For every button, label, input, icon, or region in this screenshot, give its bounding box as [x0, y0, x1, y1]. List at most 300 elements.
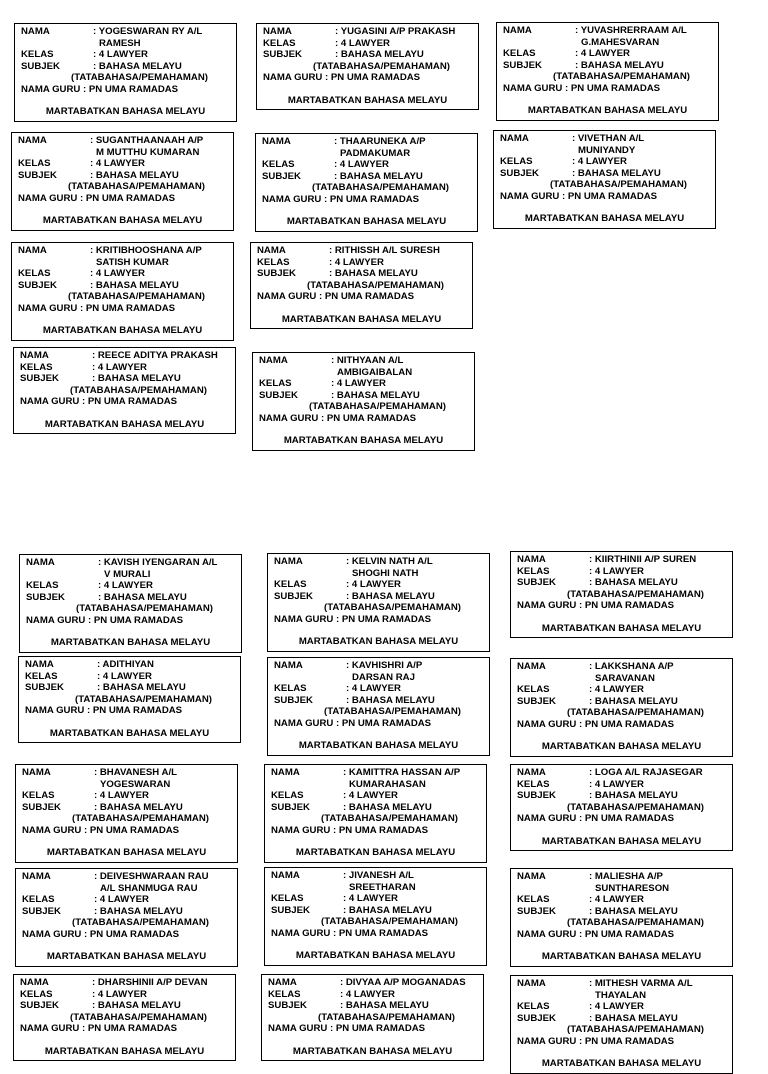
kelas-row-text: 4 LAWYER [97, 361, 147, 373]
kelas-row [517, 566, 726, 578]
nama-row [517, 978, 726, 990]
nama-row-key: NAMA [25, 659, 54, 670]
subjek-row-text: BAHASA MELAYU [97, 1000, 181, 1011]
footer-slogan: MARTABATKAN BAHASA MELAYU [295, 847, 456, 858]
footer-slogan: MARTABATKAN BAHASA MELAYU [283, 435, 444, 446]
subjek-row-value [335, 49, 472, 61]
nama-row-text: YUVASHRERRAAM A/L [580, 25, 687, 36]
subjek-detail: (TATABAHASA/PEMAHAMAN) [72, 917, 209, 928]
footer-slogan: MARTABATKAN BAHASA MELAYU [287, 94, 448, 106]
subjek-detail: (TATABAHASA/PEMAHAMAN) [309, 401, 446, 412]
subjek-row-text: BAHASA MELAYU [594, 790, 678, 801]
kelas-row-key: KELAS [259, 378, 292, 389]
subjek-detail: (TATABAHASA/PEMAHAMAN) [567, 1024, 704, 1035]
kelas-row-colon: : [92, 988, 96, 1000]
kelas-row-value [331, 378, 468, 390]
footer-slogan: MARTABATKAN BAHASA MELAYU [292, 1045, 453, 1057]
subjek-detail: (TATABAHASA/PEMAHAMAN) [550, 179, 687, 190]
guru-row [517, 719, 726, 731]
subjek-row-colon: : [90, 279, 94, 291]
guru-key: NAMA GURU [21, 83, 81, 95]
guru-row [20, 1023, 229, 1035]
kelas-row-text: 4 LAWYER [336, 378, 386, 389]
subjek-row-colon: : [92, 1000, 96, 1011]
guru-name: PN UMA RAMADAS [329, 193, 420, 205]
subjek-row-key: SUBJEK [25, 682, 64, 693]
subjek-row-value [575, 60, 712, 72]
subjek-row-key: SUBJEK [259, 389, 298, 401]
nama-row-key: NAMA [274, 556, 303, 567]
nama-continued: RAMESH [99, 37, 141, 49]
nama-row-key: NAMA [263, 26, 292, 37]
kelas-row-value [346, 683, 483, 695]
footer-slogan: MARTABATKAN BAHASA MELAYU [42, 325, 203, 336]
footer-slogan: MARTABATKAN BAHASA MELAYU [281, 313, 442, 325]
kelas-row-colon: : [94, 894, 98, 905]
nama-continued: G.MAHESVARAN [581, 36, 660, 48]
name-label-card [510, 764, 733, 851]
nama-row-key: NAMA [517, 871, 546, 882]
footer-slogan: MARTABATKAN BAHASA MELAYU [42, 215, 203, 226]
subjek-row-key: SUBJEK [26, 591, 65, 603]
nama-row-value [98, 557, 235, 569]
guru-colon: : [336, 717, 340, 729]
subjek-row-key: SUBJEK [20, 1000, 59, 1011]
subjek-row-text: BAHASA MELAYU [99, 801, 183, 813]
nama-row-value [331, 355, 468, 367]
kelas-row-value [575, 48, 712, 60]
footer-slogan: MARTABATKAN BAHASA MELAYU [524, 213, 685, 224]
footer-slogan: MARTABATKAN BAHASA MELAYU [49, 727, 210, 739]
nama-row-text: SUGANTHAANAAH A/P [95, 135, 204, 146]
kelas-row-colon: : [90, 268, 94, 279]
nama-continued: SHOGHI NATH [352, 567, 419, 579]
nama-row-colon: : [329, 245, 333, 256]
guru-key: NAMA GURU [20, 396, 80, 407]
nama-continued: MUNIYANDY [578, 144, 636, 156]
guru-colon: : [84, 824, 88, 836]
nama-row [274, 660, 483, 672]
subjek-row-key: SUBJEK [20, 373, 59, 384]
subjek-detail: (TATABAHASA/PEMAHAMAN) [75, 693, 212, 705]
kelas-row-key: KELAS [517, 684, 550, 695]
subjek-row [18, 170, 227, 182]
guru-row [25, 705, 234, 717]
nama-row-text: LAKKSHANA A/P [594, 661, 674, 672]
nama-row-colon: : [92, 977, 96, 988]
nama-row-value [334, 136, 471, 148]
kelas-row [22, 894, 231, 906]
footer-slogan: MARTABATKAN BAHASA MELAYU [541, 835, 702, 847]
kelas-row-text: 4 LAWYER [99, 790, 149, 801]
kelas-row-key: KELAS [18, 158, 51, 169]
nama-row [18, 135, 227, 147]
kelas-row [18, 158, 227, 170]
guru-colon: : [319, 291, 323, 302]
subjek-row [20, 1000, 229, 1012]
kelas-row-colon: : [572, 156, 576, 167]
name-label-card [510, 658, 733, 757]
subjek-row [262, 171, 471, 183]
nama-continued: AMBIGAIBALAN [337, 366, 413, 378]
subjek-row-key: SUBJEK [517, 905, 556, 917]
guru-name: PN UMA RAMADAS [335, 1023, 426, 1034]
kelas-row-key: KELAS [517, 778, 550, 790]
kelas-row-value [589, 894, 726, 906]
subjek-detail: (TATABAHASA/PEMAHAMAN) [313, 60, 450, 72]
nama-row-colon: : [90, 135, 94, 146]
nama-row-key: NAMA [18, 245, 47, 256]
kelas-row [22, 790, 231, 802]
kelas-row-value [93, 49, 230, 61]
footer-slogan: MARTABATKAN BAHASA MELAYU [45, 106, 206, 117]
guru-key: NAMA GURU [22, 928, 82, 940]
kelas-row-colon: : [94, 790, 98, 801]
guru-key: NAMA GURU [259, 412, 319, 424]
kelas-row [500, 156, 709, 168]
name-label-card [14, 23, 237, 122]
kelas-row-text: 4 LAWYER [594, 565, 644, 577]
subjek-row-value [90, 170, 227, 182]
kelas-row-colon: : [93, 49, 97, 60]
guru-name: PN UMA RAMADAS [326, 412, 417, 424]
guru-name: PN UMA RAMADAS [584, 1035, 675, 1047]
subjek-detail: (TATABAHASA/PEMAHAMAN) [567, 917, 704, 928]
guru-colon: : [336, 613, 340, 625]
kelas-row-value [589, 566, 726, 578]
guru-colon: : [321, 412, 325, 424]
nama-row [268, 977, 477, 989]
subjek-row-key: SUBJEK [500, 167, 539, 179]
guru-colon: : [80, 302, 84, 314]
subjek-row-colon: : [92, 373, 96, 384]
nama-row-key: NAMA [26, 557, 55, 568]
guru-row [18, 193, 227, 205]
subjek-row [517, 577, 726, 589]
guru-key: NAMA GURU [517, 813, 577, 824]
kelas-row-key: KELAS [500, 156, 533, 167]
nama-row-key: NAMA [271, 767, 300, 778]
nama-row-key: NAMA [271, 870, 300, 881]
subjek-detail: (TATABAHASA/PEMAHAMAN) [567, 588, 704, 600]
kelas-row [25, 671, 234, 683]
subjek-row-value [340, 1000, 477, 1012]
guru-name: PN UMA RAMADAS [92, 705, 183, 716]
kelas-row-text: 4 LAWYER [95, 158, 145, 169]
subjek-row [259, 390, 468, 402]
subjek-row-key: SUBJEK [517, 695, 556, 707]
subjek-row-colon: : [94, 801, 98, 813]
guru-colon: : [87, 705, 91, 716]
name-label-card [15, 868, 238, 967]
kelas-row-key: KELAS [271, 893, 304, 904]
footer-slogan: MARTABATKAN BAHASA MELAYU [295, 950, 456, 961]
subjek-row [25, 682, 234, 694]
nama-continued: SATISH KUMAR [96, 256, 169, 268]
subjek-row-text: BAHASA MELAYU [594, 905, 678, 917]
kelas-row-key: KELAS [262, 159, 295, 170]
kelas-row-text: 4 LAWYER [348, 893, 398, 904]
kelas-row-colon: : [589, 778, 593, 790]
subjek-row-colon: : [589, 790, 593, 801]
kelas-row-value [97, 671, 234, 683]
nama-row-key: NAMA [20, 350, 49, 361]
subjek-row-value [94, 906, 231, 918]
subjek-row [274, 591, 483, 603]
guru-name: PN UMA RAMADAS [85, 302, 176, 314]
guru-name: PN UMA RAMADAS [567, 190, 658, 202]
subjek-row-colon: : [346, 694, 350, 706]
guru-key: NAMA GURU [271, 824, 331, 836]
subjek-row-value [343, 802, 480, 814]
name-label-card [510, 551, 733, 638]
nama-row-colon: : [343, 870, 347, 881]
nama-row [18, 245, 227, 257]
kelas-row-value [90, 268, 227, 280]
guru-name: PN UMA RAMADAS [88, 83, 179, 95]
subjek-row-key: SUBJEK [263, 49, 302, 60]
guru-colon: : [330, 1023, 334, 1034]
nama-row-colon: : [343, 767, 347, 778]
guru-name: PN UMA RAMADAS [584, 813, 675, 824]
subjek-row-key: SUBJEK [22, 801, 61, 813]
nama-row-colon: : [589, 554, 593, 565]
nama-row-colon: : [346, 660, 350, 671]
nama-continued: YOGESWARAN [100, 778, 171, 790]
name-label-card [11, 132, 234, 231]
nama-row-key: NAMA [21, 26, 50, 37]
footer-slogan: MARTABATKAN BAHASA MELAYU [46, 951, 207, 962]
nama-row-text: REECE ADITYA PRAKASH [97, 350, 218, 361]
nama-row-text: KELVIN NATH A/L [351, 556, 433, 567]
subjek-row-key: SUBJEK [22, 905, 61, 917]
kelas-row [21, 49, 230, 61]
footer-slogan: MARTABATKAN BAHASA MELAYU [286, 216, 447, 227]
guru-key: NAMA GURU [26, 614, 86, 626]
nama-row-text: THAARUNEKA A/P [339, 136, 426, 147]
kelas-row-value [589, 1001, 726, 1013]
guru-name: PN UMA RAMADAS [330, 72, 421, 83]
nama-row-text: KAMITTRA HASSAN A/P [348, 767, 461, 778]
subjek-row-text: BAHASA MELAYU [577, 167, 661, 179]
kelas-row-key: KELAS [517, 1001, 550, 1012]
nama-row-value [340, 977, 477, 989]
nama-row-key: NAMA [20, 977, 49, 988]
kelas-row-text: 4 LAWYER [334, 256, 384, 268]
guru-key: NAMA GURU [25, 705, 85, 716]
kelas-row-text: 4 LAWYER [351, 579, 401, 590]
name-label-card [19, 554, 242, 653]
guru-row [271, 825, 480, 837]
nama-row-value [329, 245, 466, 257]
kelas-row [262, 159, 471, 171]
kelas-row-key: KELAS [274, 683, 307, 694]
nama-row-colon: : [572, 133, 576, 144]
name-label-card [255, 133, 478, 232]
nama-row [20, 977, 229, 989]
subjek-row-colon: : [98, 591, 102, 603]
nama-row-key: NAMA [18, 135, 47, 146]
guru-name: PN UMA RAMADAS [93, 614, 184, 626]
nama-row [262, 136, 471, 148]
guru-name: PN UMA RAMADAS [324, 291, 415, 302]
nama-continued: PADMAKUMAR [340, 147, 411, 159]
subjek-row-colon: : [329, 268, 333, 279]
nama-row-colon: : [335, 26, 339, 37]
kelas-row-key: KELAS [271, 790, 304, 801]
name-label-card [261, 974, 484, 1061]
kelas-row [268, 989, 477, 1001]
subjek-row-colon: : [94, 905, 98, 917]
kelas-row [263, 38, 472, 50]
nama-continued: THAYALAN [595, 989, 646, 1001]
nama-row-value [589, 767, 726, 779]
subjek-row-text: BAHASA MELAYU [97, 373, 181, 384]
subjek-row-value [98, 592, 235, 604]
subjek-row-key: SUBJEK [517, 1012, 556, 1024]
subjek-row-text: BAHASA MELAYU [103, 591, 187, 603]
subjek-row [500, 168, 709, 180]
guru-colon: : [82, 1023, 86, 1034]
subjek-row-colon: : [343, 904, 347, 916]
guru-key: NAMA GURU [517, 718, 577, 730]
subjek-row-text: BAHASA MELAYU [351, 590, 435, 602]
kelas-row-value [572, 156, 709, 168]
subjek-row-value [346, 695, 483, 707]
nama-row-key: NAMA [517, 554, 546, 565]
kelas-row-key: KELAS [22, 894, 55, 905]
subjek-row-key: SUBJEK [503, 59, 542, 71]
nama-continued: V MURALI [104, 568, 151, 580]
guru-name: PN UMA RAMADAS [584, 600, 675, 611]
kelas-row-key: KELAS [268, 988, 301, 1000]
nama-row [257, 245, 466, 257]
name-label-card [510, 975, 733, 1074]
nama-row-value [346, 660, 483, 672]
footer-slogan: MARTABATKAN BAHASA MELAYU [44, 1045, 205, 1057]
nama-continued: M MUTTHU KUMARAN [96, 146, 200, 158]
nama-row [25, 659, 234, 671]
subjek-row-value [343, 905, 480, 917]
nama-row [26, 557, 235, 569]
subjek-row-value [331, 390, 468, 402]
subjek-row-colon: : [331, 389, 335, 401]
subjek-row-text: BAHASA MELAYU [594, 695, 678, 707]
subjek-row [257, 268, 466, 280]
nama-row-colon: : [589, 767, 593, 778]
nama-row-text: KAVHISHRI A/P [351, 660, 423, 671]
nama-row-text: BHAVANESH A/L [99, 767, 177, 778]
nama-row-value [589, 661, 726, 673]
kelas-row-value [589, 684, 726, 696]
kelas-row [274, 579, 483, 591]
kelas-row-key: KELAS [26, 580, 59, 591]
subjek-row-colon: : [572, 167, 576, 179]
guru-key: NAMA GURU [274, 717, 334, 729]
kelas-row-colon: : [575, 48, 579, 59]
guru-row [21, 84, 230, 96]
nama-row-text: YUGASINI A/P PRAKASH [340, 26, 456, 37]
nama-row-text: VIVETHAN A/L [577, 133, 645, 144]
subjek-row [21, 61, 230, 73]
nama-row-colon: : [589, 871, 593, 882]
guru-row [500, 191, 709, 203]
nama-row-key: NAMA [262, 136, 291, 147]
subjek-detail: (TATABAHASA/PEMAHAMAN) [312, 182, 449, 193]
nama-row-key: NAMA [268, 977, 297, 988]
guru-row [517, 929, 726, 941]
nama-row-colon: : [92, 350, 96, 361]
nama-row [517, 871, 726, 883]
kelas-row-colon: : [346, 579, 350, 590]
nama-row-colon: : [93, 26, 97, 37]
kelas-row-colon: : [340, 988, 344, 1000]
guru-row [26, 615, 235, 627]
subjek-row-text: BAHASA MELAYU [99, 905, 183, 917]
subjek-row-text: BAHASA MELAYU [339, 170, 423, 182]
subjek-detail: (TATABAHASA/PEMAHAMAN) [553, 71, 690, 82]
guru-colon: : [82, 396, 86, 407]
footer-slogan: MARTABATKAN BAHASA MELAYU [50, 637, 211, 648]
nama-row-value [589, 978, 726, 990]
nama-row-value [94, 871, 231, 883]
guru-name: PN UMA RAMADAS [584, 718, 675, 730]
kelas-row [26, 580, 235, 592]
subjek-row-value [94, 802, 231, 814]
nama-row-text: DEIVESHWARAAN RAU [99, 871, 209, 882]
guru-name: PN UMA RAMADAS [338, 824, 429, 836]
subjek-row-colon: : [575, 59, 579, 71]
nama-row-text: MITHESH VARMA A/L [594, 978, 693, 989]
nama-row-value [343, 767, 480, 779]
guru-key: NAMA GURU [517, 928, 577, 940]
subjek-row-value [92, 1000, 229, 1012]
footer-slogan: MARTABATKAN BAHASA MELAYU [541, 741, 702, 752]
nama-row-colon: : [575, 25, 579, 36]
subjek-row-text: BAHASA MELAYU [345, 1000, 429, 1011]
name-label-card [510, 868, 733, 967]
kelas-row-value [346, 579, 483, 591]
guru-key: NAMA GURU [257, 291, 317, 302]
subjek-row-text: BAHASA MELAYU [340, 49, 424, 60]
kelas-row-value [90, 158, 227, 170]
kelas-row-text: 4 LAWYER [594, 894, 644, 905]
nama-continued: SREETHARAN [349, 881, 416, 893]
subjek-detail: (TATABAHASA/PEMAHAMAN) [76, 603, 213, 614]
nama-row-key: NAMA [503, 25, 532, 36]
kelas-row-colon: : [346, 683, 350, 694]
nama-row-text: ADITHIYAN [102, 659, 154, 670]
guru-colon: : [84, 928, 88, 940]
kelas-row [257, 257, 466, 269]
subjek-row-text: BAHASA MELAYU [348, 904, 432, 916]
kelas-row-text: 4 LAWYER [98, 49, 148, 60]
footer-slogan: MARTABATKAN BAHASA MELAYU [541, 1058, 702, 1069]
subjek-row [22, 906, 231, 918]
kelas-row-key: KELAS [274, 579, 307, 590]
guru-name: PN UMA RAMADAS [341, 613, 432, 625]
guru-name: PN UMA RAMADAS [89, 824, 180, 836]
nama-row-text: MALIESHA A/P [594, 871, 663, 882]
kelas-row-colon: : [334, 159, 338, 170]
kelas-row-text: 4 LAWYER [340, 37, 390, 49]
kelas-row-colon: : [331, 378, 335, 389]
subjek-row [18, 280, 227, 292]
footer-slogan: MARTABATKAN BAHASA MELAYU [44, 418, 205, 430]
footer-slogan: MARTABATKAN BAHASA MELAYU [298, 740, 459, 751]
nama-row-value [92, 977, 229, 989]
nama-row-colon: : [98, 557, 102, 568]
